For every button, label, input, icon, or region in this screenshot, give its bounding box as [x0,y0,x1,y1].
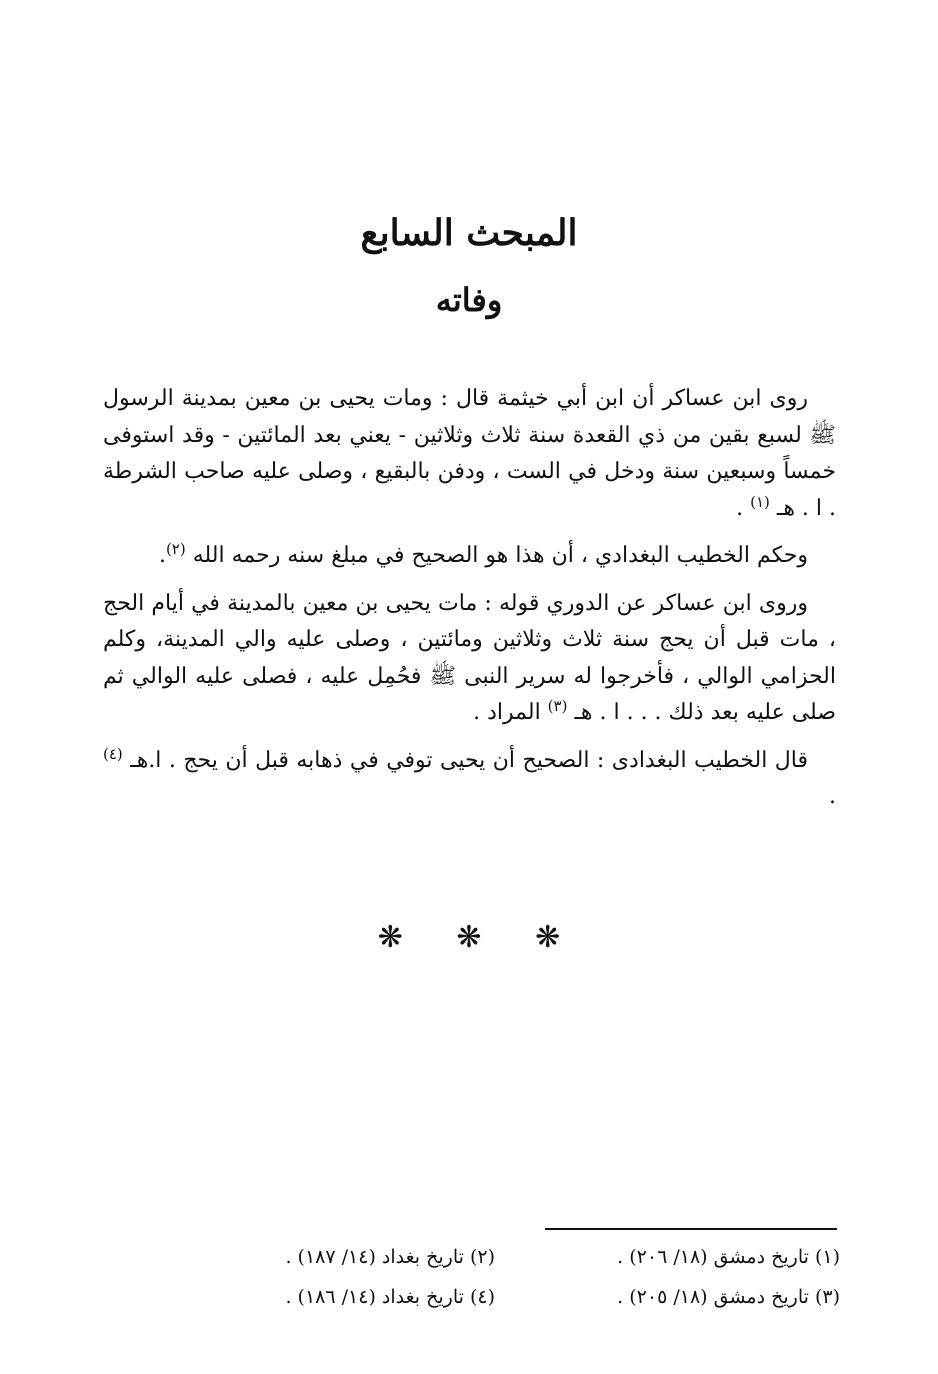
footnote-4: (٤) تاريخ بغداد (١٤/ ١٨٦) . [285,1286,495,1308]
asterisk-icon: ❋ [535,920,561,955]
footnote-ref-1: (١) [750,492,770,511]
asterisk-icon: ❋ [377,920,403,955]
paragraph-2 [103,538,836,575]
footnote-1: (١) تاريخ دمشق (١٨/ ٢٠٦) . [617,1246,840,1268]
footnotes [150,1240,840,1314]
asterisk-icon: ❋ [456,920,482,955]
footnote-3: (٣) تاريخ دمشق (١٨/ ٢٠٥) . [617,1286,840,1308]
section-title: المبحث السابع [360,212,578,254]
footnote-divider [545,1228,837,1230]
paragraph-4-text: قال الخطيب البغدادى : الصحيح أن يحيى توفي في ذهابه قبل أن يحج . ا.هـ [130,747,809,773]
section-separator [0,918,938,958]
paragraph-1 [103,381,836,527]
paragraph-4-end: . [829,784,836,809]
paragraph-2-end: . [158,543,166,568]
footnote-ref-4: (٤) [103,744,123,763]
paragraph-1-text: روى ابن عساكر أن ابن أبي خيثمة قال : ومات يحيى بن معين بمدينة الرسول ﷺ لسبع بقين من ذي القعدة سنة ثلاث وثلاثين - يعني بعد المائتين - وقد استوفى خمساً وسبعين سنة ودخل في الست ، ودفن بالبقيع ، وصلى عليه صاحب الشرطة . ا . هـ [103,386,836,521]
paragraph-3 [103,586,836,732]
footnote-ref-2: (٢) [165,540,186,558]
footnote-2: (٢) تاريخ بغداد (١٤/ ١٨٧) . [285,1246,495,1268]
paragraph-2-text: وحكم الخطيب البغدادي ، أن هذا هو الصحيح في مبلغ سنه رحمه الله [192,543,808,568]
paragraph-4 [103,743,836,816]
section-subtitle: وفاته [435,281,503,319]
paragraph-3-end: المراد . [473,700,548,725]
main-text [103,381,836,827]
paragraph-3-text: وروى ابن عساكر عن الدوري قوله : مات يحيى بن معين بالمدينة في أيام الحج ، مات قبل أن يحج سنة ثلاث وثلاثين ومائتين ، وصلى عليه والي المدينة، وكلم الحزامي الوالي ، فأخرجوا له سرير النبى ﷺ فحُمِل عليه ، فصلى عليه الوالي ثم صلى عليه بعد ذلك . . . ا . هـ [103,590,836,725]
paragraph-1-end: . [736,495,751,521]
footnote-ref-3: (٣) [547,697,568,715]
